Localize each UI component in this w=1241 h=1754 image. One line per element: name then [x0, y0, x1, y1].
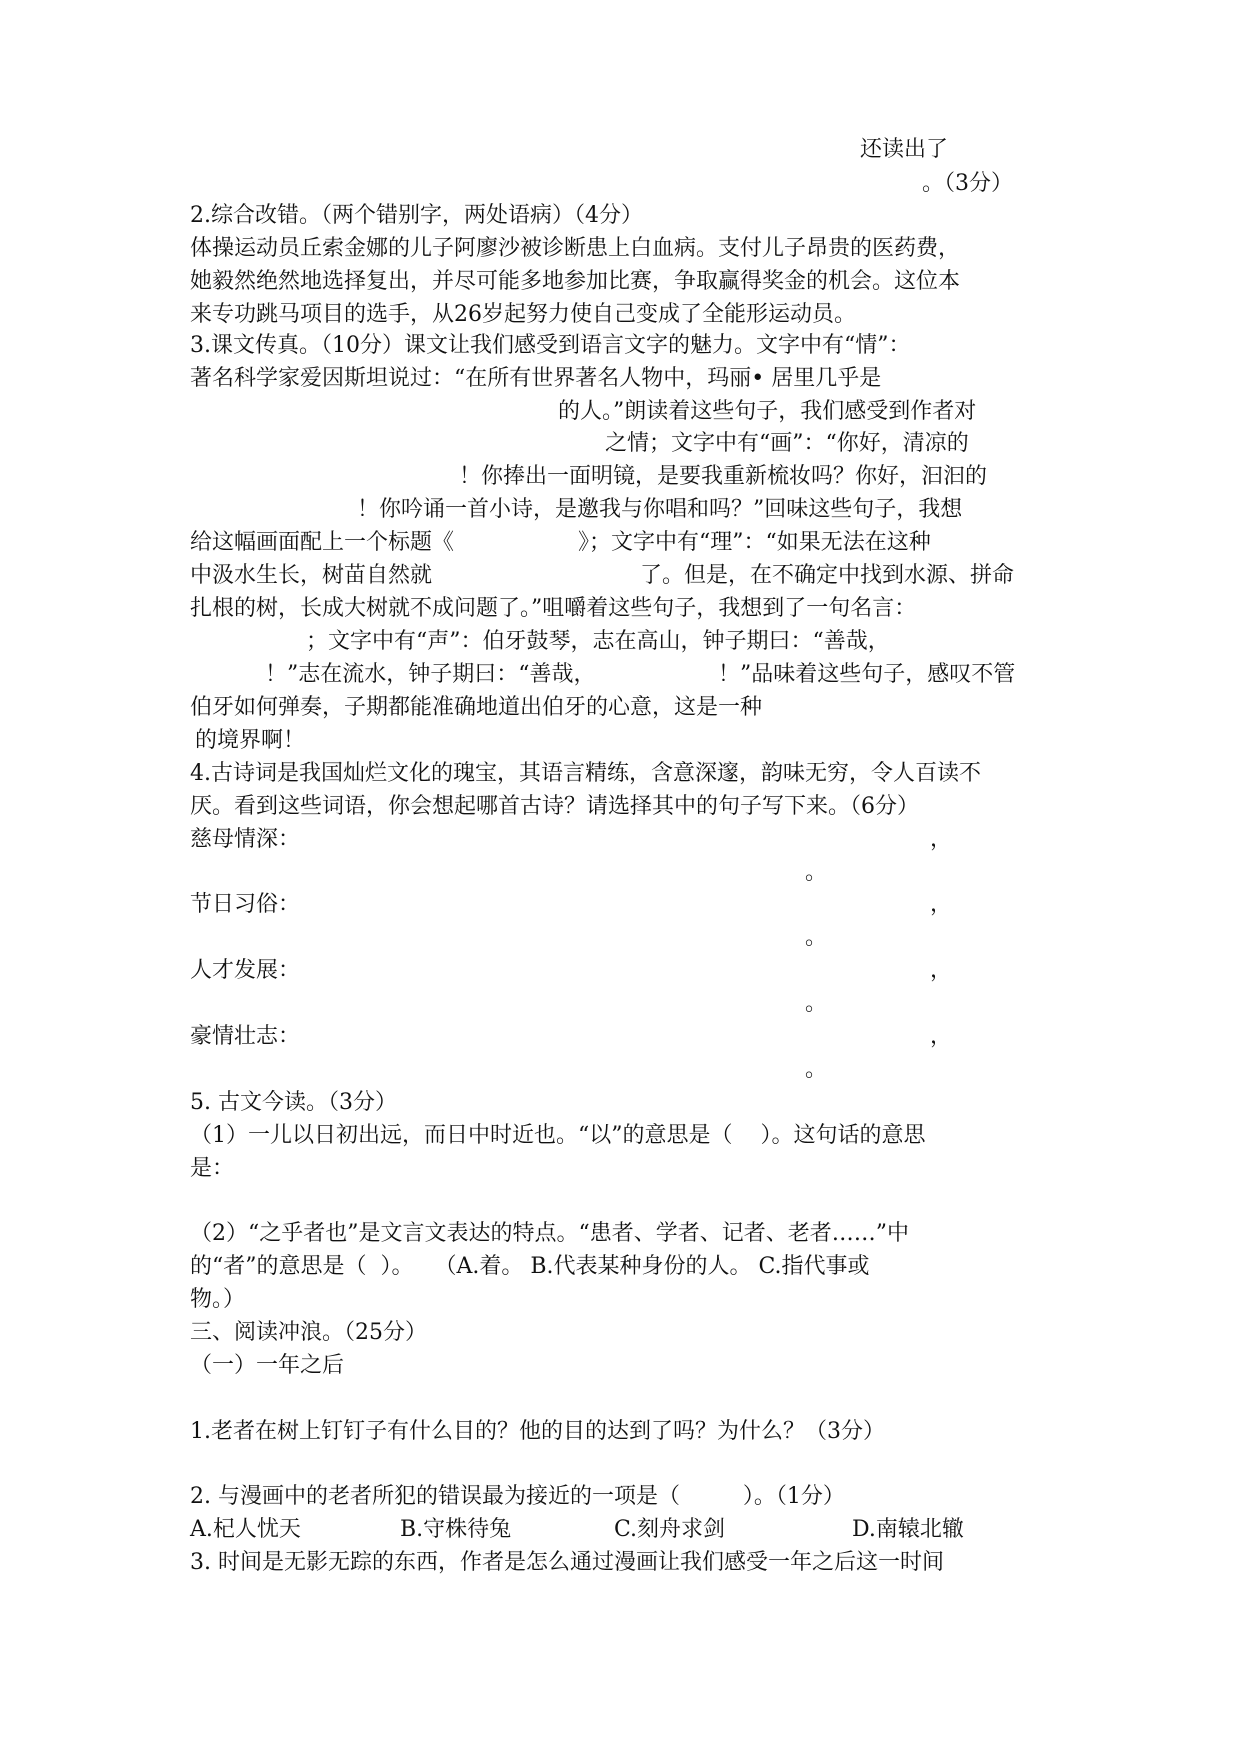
text-line: 伯牙如何弹奏，子期都能准确地道出伯牙的心意，这是一种	[190, 695, 763, 720]
text-line: ！你捧出一面明镜，是要我重新梳妆吗？你好，汩汩的	[459, 464, 988, 489]
text-line: 的人。”朗读着这些句子，我们感受到作者对	[558, 399, 977, 424]
text-line: 三、阅读冲浪。（25分）	[190, 1320, 427, 1345]
text-line: （一）一年之后	[190, 1353, 345, 1378]
text-line: 慈母情深：	[190, 827, 301, 852]
text-line: 还读出了	[860, 137, 949, 162]
text-line: 厌。看到这些词语，你会想起哪首古诗？请选择其中的句子写下来。（6分）	[190, 794, 919, 819]
text-line: ！”志在流水，钟子期曰：“善哉，	[265, 662, 596, 687]
text-line: 物。）	[190, 1287, 246, 1312]
text-line: 豪情壮志：	[190, 1024, 301, 1049]
text-line: ，	[930, 892, 953, 917]
text-line: 5. 古文今读。（3分）	[190, 1090, 397, 1115]
text-line: ！”品味着这些句子，感叹不管	[718, 662, 1016, 687]
text-line: C.刻舟求剑	[614, 1517, 726, 1542]
text-line: 4.古诗词是我国灿烂文化的瑰宝，其语言精练，含意深邃，韵味无穷，令人百读不	[190, 761, 981, 786]
text-line: 。	[805, 860, 828, 885]
text-line: 》；文字中有“理”：“如果无法在这种	[578, 530, 931, 555]
text-line: 。	[805, 925, 828, 950]
text-line: 。	[805, 991, 828, 1016]
text-line: ，	[930, 827, 953, 852]
text-line: 著名科学家爱因斯坦说过：“在所有世界著名人物中，玛丽• 居里几乎是	[190, 366, 882, 391]
text-line: 给这幅画面配上一个标题《	[190, 530, 455, 555]
text-line: ，	[930, 1024, 953, 1049]
text-line: A.杞人忧天	[190, 1517, 301, 1542]
text-line: 的“者”的意思是（ ）。 （A.着。 B.代表某种身份的人。 C.指代事或	[190, 1254, 870, 1279]
text-line: 人才发展：	[190, 958, 301, 983]
text-line: 3. 时间是无影无踪的东西，作者是怎么通过漫画让我们感受一年之后这一时间	[190, 1550, 944, 1575]
text-line: ，	[930, 958, 953, 983]
text-line: D.南辕北辙	[852, 1517, 964, 1542]
text-line: 中汲水生长，树苗自然就	[190, 563, 433, 588]
text-line: 她毅然绝然地选择复出，并尽可能多地参加比赛，争取赢得奖金的机会。这位本	[190, 269, 961, 294]
text-line: 。	[805, 1057, 828, 1082]
text-line: 的境界啊！	[195, 728, 306, 753]
text-line: （1）一儿以日初出远，而日中时近也。“以”的意思是（ ）。这句话的意思	[190, 1123, 926, 1148]
text-line: 3.课文传真。（10分）课文让我们感受到语言文字的魅力。文字中有“情”：	[190, 333, 911, 358]
text-line: 扎根的树，长成大树就不成问题了。”咀嚼着这些句子，我想到了一句名言：	[190, 596, 917, 621]
text-line: B.守株待兔	[400, 1517, 512, 1542]
text-line: 之情；文字中有“画”：“你好，清凉的	[605, 431, 969, 456]
text-line: ！你吟诵一首小诗，是邀我与你唱和吗？”回味这些句子，我想	[357, 497, 963, 522]
text-line: 是：	[190, 1156, 235, 1181]
text-line: 2.综合改错。（两个错别字，两处语病）（4分）	[190, 203, 643, 228]
text-line: 。（3分）	[922, 171, 1013, 196]
text-line: 2. 与漫画中的老者所犯的错误最为接近的一项是（ ）。（1分）	[190, 1484, 845, 1509]
text-line: 体操运动员丘索金娜的儿子阿廖沙被诊断患上白血病。支付儿子昂贵的医药费，	[190, 236, 961, 261]
text-line: 了。但是，在不确定中找到水源、拼命	[640, 563, 1015, 588]
text-line: ；文字中有“声”：伯牙鼓琴，志在高山，钟子期曰：“善哉，	[306, 629, 890, 654]
text-line: （2）“之乎者也”是文言文表达的特点。“患者、学者、记者、老者……”中	[190, 1221, 909, 1246]
text-line: 节日习俗：	[190, 892, 301, 917]
text-line: 1.老者在树上钉钉子有什么目的？他的目的达到了吗？为什么？（3分）	[190, 1419, 885, 1444]
text-line: 来专功跳马项目的选手，从26岁起努力使自己变成了全能形运动员。	[190, 302, 856, 327]
